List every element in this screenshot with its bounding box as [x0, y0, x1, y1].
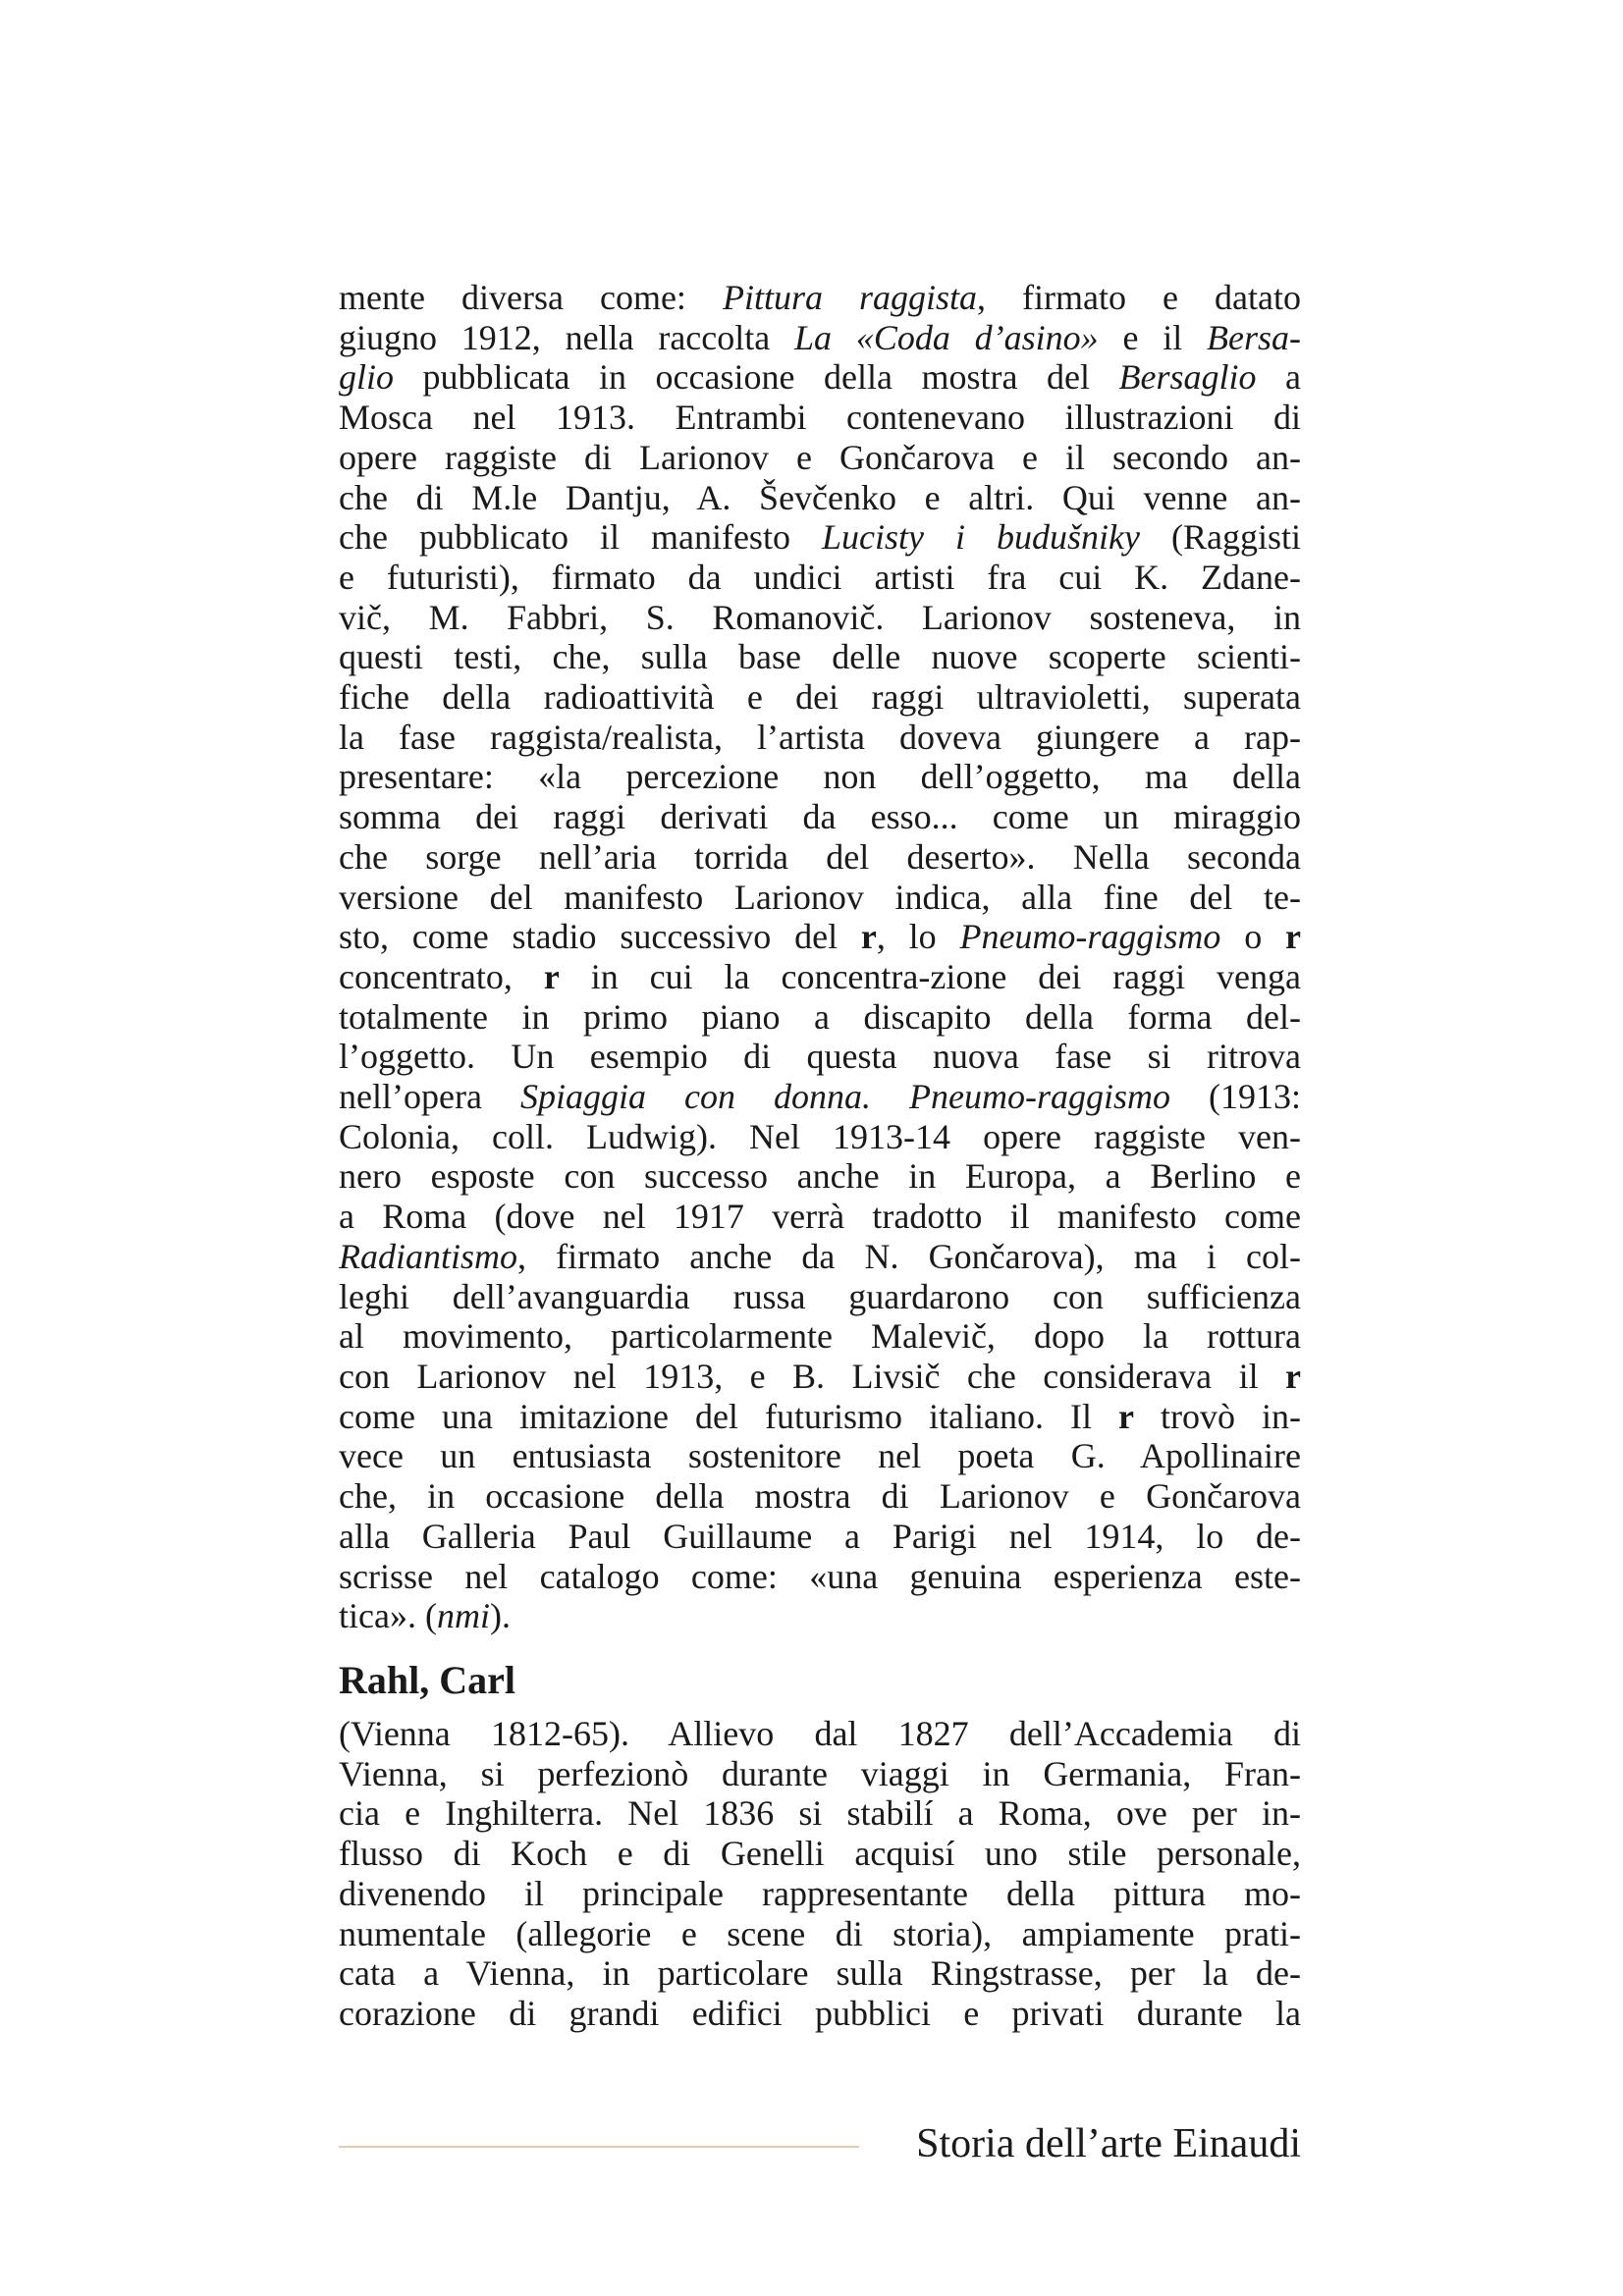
text-line: [339, 917, 1301, 957]
italic-title: nmi: [436, 1596, 490, 1636]
text-line: [339, 1557, 1301, 1597]
text-run: e il: [1098, 317, 1208, 357]
text-line: [339, 1197, 1301, 1237]
bold-abbreviation: r: [543, 956, 560, 996]
text-run: flusso di Koch e di Genelli acquisí uno stile personale,: [339, 1834, 1301, 1874]
text-run: fiche della radioattività e dei raggi ultravioletti, superata: [339, 677, 1301, 718]
text-run: questi testi, che, sulla base delle nuove scoperte scienti-: [339, 637, 1301, 677]
text-line: [339, 1994, 1301, 2034]
bold-abbreviation: r: [1117, 1396, 1134, 1436]
article-continuation-text: [339, 278, 1301, 1636]
text-run: versione del manifesto Larionov indica, alla fine del te-: [339, 877, 1301, 917]
text-run: ).: [489, 1596, 511, 1636]
text-line: [339, 757, 1301, 797]
text-line: [339, 957, 1301, 997]
text-line: [339, 837, 1301, 878]
text-line: [339, 1357, 1301, 1397]
text-run: che di M.le Dantju, A. Ševčenko e altri. Qui venne an-: [339, 477, 1301, 517]
text-run: alla Galleria Paul Guillaume a Parigi nel 1914, lo de-: [339, 1516, 1301, 1556]
text-line: [339, 398, 1301, 438]
text-run: Mosca nel 1913. Entrambi contenevano illustrazioni di: [339, 398, 1301, 438]
text-run: che, in occasione della mostra di Larionov e Gončarova: [339, 1476, 1301, 1517]
italic-title: Bersa-: [1207, 317, 1301, 357]
text-run: scrisse nel catalogo come: «una genuina esperienza este-: [339, 1556, 1301, 1596]
text-line: [339, 1037, 1301, 1077]
text-line: [339, 1156, 1301, 1197]
text-line: [339, 357, 1301, 398]
entry-title: Rahl, Carl: [339, 1658, 515, 1702]
text-run: Colonia, coll. Ludwig). Nel 1913-14 opere raggiste ven-: [339, 1116, 1301, 1156]
text-line: [339, 478, 1301, 518]
text-run: giugno 1912, nella raccolta: [339, 317, 795, 357]
text-run: , lo: [876, 917, 960, 957]
text-run: (1913:: [1169, 1077, 1301, 1117]
text-line: [339, 1316, 1301, 1357]
text-line: [339, 1714, 1301, 1754]
italic-title: Pittura raggista: [722, 278, 978, 317]
text-run: concentrato,: [339, 956, 544, 996]
text-line: [339, 637, 1301, 677]
text-run: con Larionov nel 1913, e B. Livsič che considerava il: [339, 1356, 1286, 1396]
text-run: vece un entusiasta sostenitore nel poeta G. Apollinaire: [339, 1436, 1301, 1476]
text-run: in cui la concentra-zione dei raggi venga: [559, 956, 1301, 996]
text-line: [339, 677, 1301, 718]
text-run: opere raggiste di Larionov e Gončarova e il secondo an-: [339, 437, 1301, 477]
text-run: trovò in-: [1133, 1396, 1301, 1436]
text-run: (Vienna 1812-65). Allievo dal 1827 dell’Accademia di: [339, 1714, 1301, 1753]
text-line: [339, 1476, 1301, 1517]
text-run: vič, M. Fabbri, S. Romanovič. Larionov sosteneva, in: [339, 597, 1301, 637]
text-run: somma dei raggi derivati da esso... come un miraggio: [339, 797, 1301, 837]
text-run: e futuristi), firmato da undici artisti fra cui K. Zdane-: [339, 557, 1301, 597]
bold-abbreviation: r: [1285, 1356, 1301, 1396]
text-run: tica». (: [339, 1596, 437, 1636]
text-run: nero esposte con successo anche in Europa, a Berlino e: [339, 1156, 1301, 1197]
text-line: [339, 1077, 1301, 1117]
text-line: [339, 1117, 1301, 1157]
italic-title: Pneumo-raggismo: [959, 917, 1221, 957]
italic-title: Lucisty i budušniky: [821, 517, 1140, 558]
bold-abbreviation: r: [860, 917, 877, 957]
footer-publisher: Storia dell’arte Einaudi: [916, 2121, 1301, 2166]
text-run: la fase raggista/realista, l’artista doveva giungere a rap-: [339, 717, 1301, 757]
text-line: [339, 797, 1301, 837]
text-line: [339, 878, 1301, 918]
text-line: [339, 1517, 1301, 1557]
text-line: [339, 278, 1301, 318]
text-run: al movimento, particolarmente Malevič, dopo la rottura: [339, 1316, 1301, 1357]
text-line: [339, 1397, 1301, 1437]
text-line: [339, 1874, 1301, 1914]
text-run: che sorge nell’aria torrida del deserto». Nella seconda: [339, 836, 1301, 877]
italic-title: Radiantismo: [339, 1236, 518, 1276]
text-run: pubblicata in occasione della mostra del: [394, 357, 1119, 398]
text-line: [339, 1953, 1301, 1994]
text-run: (Raggisti: [1139, 517, 1301, 558]
text-run: nell’opera: [339, 1077, 520, 1117]
text-line: [339, 517, 1301, 558]
text-run: presentare: «la percezione non dell’oggetto, ma della: [339, 757, 1301, 797]
text-run: , firmato e datato: [977, 278, 1301, 317]
text-run: a Roma (dove nel 1917 verrà tradotto il manifesto come: [339, 1197, 1301, 1237]
footer-rule: [339, 2146, 859, 2148]
text-line: [339, 1596, 1301, 1636]
text-run: a: [1256, 357, 1301, 398]
text-line: [339, 438, 1301, 478]
text-line: [339, 318, 1301, 358]
text-run: sto, come stadio successivo del: [339, 917, 861, 957]
text-run: o: [1220, 917, 1286, 957]
text-run: divenendo il principale rappresentante della pittura mo-: [339, 1873, 1301, 1913]
text-run: totalmente in primo piano a discapito della forma del-: [339, 996, 1301, 1037]
text-line: [339, 1754, 1301, 1794]
text-run: cata a Vienna, in particolare sulla Ringstrasse, per la de-: [339, 1953, 1301, 1994]
text-run: come una imitazione del futurismo italiano. Il: [339, 1396, 1118, 1436]
entry-body-text: [339, 1714, 1301, 2034]
text-run: numentale (allegorie e scene di storia), ampiamente prati-: [339, 1913, 1301, 1953]
text-line: [339, 1834, 1301, 1874]
italic-title: Bersaglio: [1118, 357, 1257, 398]
text-line: [339, 718, 1301, 758]
text-line: [339, 1237, 1301, 1277]
text-run: corazione di grandi edifici pubblici e privati durante la: [339, 1993, 1301, 2033]
text-line: [339, 1793, 1301, 1834]
text-line: [339, 1436, 1301, 1476]
text-run: , firmato anche da N. Gončarova), ma i col-: [517, 1236, 1301, 1276]
italic-title: La «Coda d’asino»: [794, 317, 1099, 357]
text-line: [339, 598, 1301, 638]
text-run: Vienna, si perfezionò durante viaggi in Germania, Fran-: [339, 1753, 1301, 1793]
text-line: [339, 1277, 1301, 1317]
text-run: mente diversa come:: [339, 278, 723, 317]
italic-title: Spiaggia con donna. Pneumo-raggismo: [519, 1077, 1170, 1117]
text-run: che pubblicato il manifesto: [339, 517, 822, 558]
text-line: [339, 1914, 1301, 1954]
text-run: leghi dell’avanguardia russa guardarono con sufficienza: [339, 1276, 1301, 1316]
text-run: cia e Inghilterra. Nel 1836 si stabilí a Roma, ove per in-: [339, 1793, 1301, 1834]
italic-title: glio: [339, 357, 395, 398]
text-run: l’oggetto. Un esempio di questa nuova fase si ritrova: [339, 1037, 1301, 1077]
text-line: [339, 997, 1301, 1038]
text-line: [339, 558, 1301, 598]
bold-abbreviation: r: [1285, 917, 1302, 957]
